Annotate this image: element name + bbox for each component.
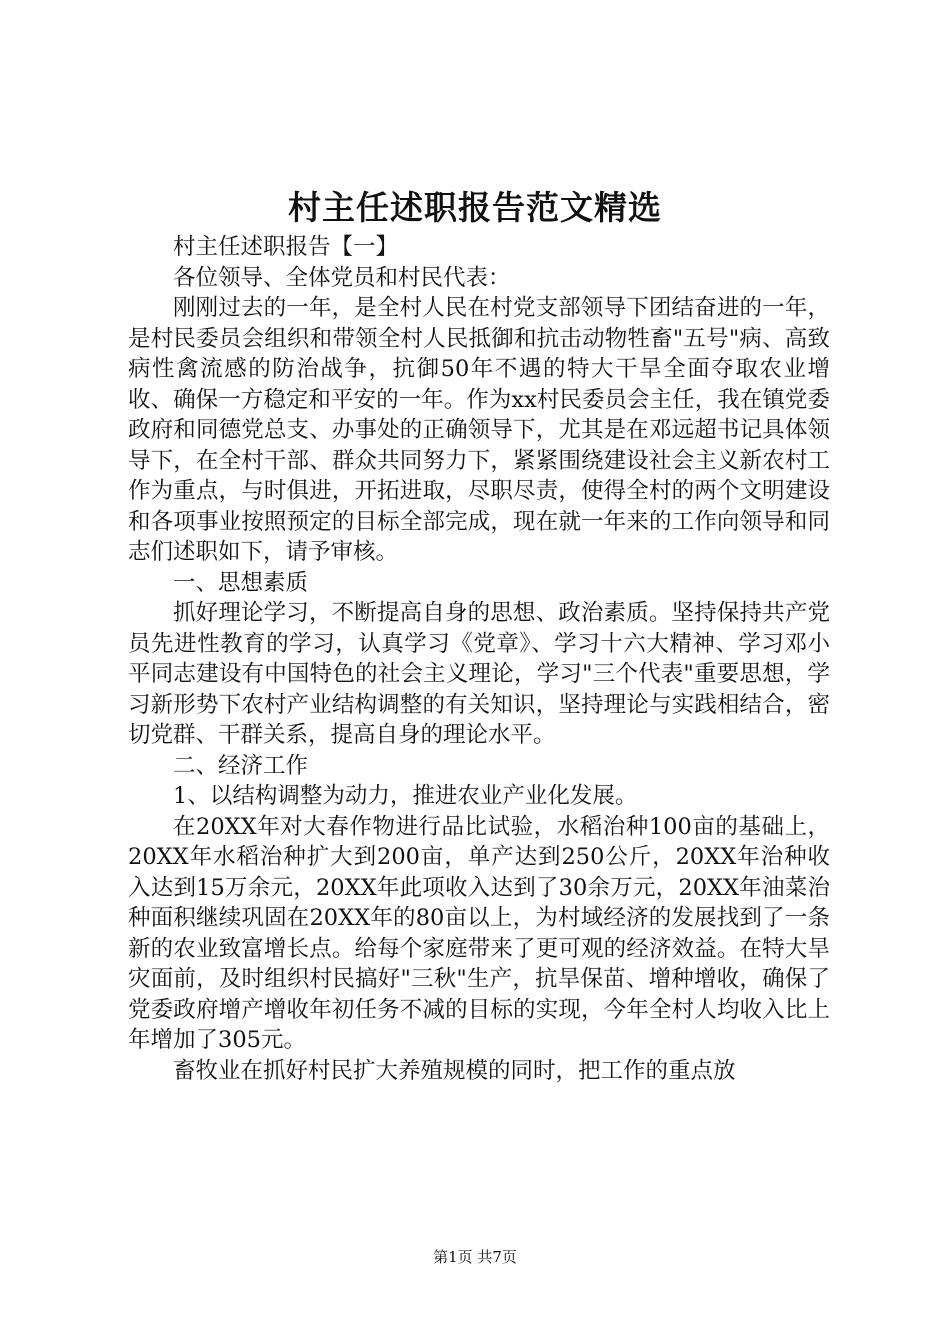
- section-heading: 一、思想素质: [173, 569, 309, 596]
- subsection-heading: 1、以结构调整为动力，推进农业产业化发展。: [173, 783, 638, 809]
- document-title: 村主任述职报告范文精选: [288, 188, 662, 227]
- salutation: 各位领导、全体党员和村民代表：: [173, 264, 511, 291]
- section-heading: 二、经济工作: [173, 752, 309, 779]
- page-number: 第1页 共7页: [433, 1248, 517, 1266]
- body-paragraph: 畜牧业在抓好村民扩大养殖规模的同时，把工作的重点放: [173, 1057, 736, 1084]
- body-paragraph: 抓好理论学习，不断提高自身的思想、政治素质。坚持保持共产党员先进性教育的学习，认真学习《党章》、学习十六大精神、学习邓小平同志建设有中国特色的社会主义理论，学习"三个代表"重要思想，学习新形势下农村产业结构调整的有关知识，坚持理论与实践相结合，密切党群、干群关系，提高自身的理论水平。: [128, 600, 830, 748]
- document-body: [128, 232, 830, 1086]
- section-heading: 村主任述职报告【一】: [173, 234, 399, 260]
- body-paragraph: 刚刚过去的一年，是全村人民在村党支部领导下团结奋进的一年，是村民委员会组织和带领全村人民抵御和抗击动物牲畜"五号"病、高致病性禽流感的防治战争，抗御50年不遇的特大干旱全面夺取农业增收、确保一方稳定和平安的一年。作为xx村民委员会主任，我在镇党委政府和同德党总支、办事处的正确领导下，尤其是在邓远超书记具体领导下，在全村干部、群众共同努力下，紧紧围绕建设社会主义新农村工作为重点，与时俱进，开拓进取，尽职尽责，使得全村的两个文明建设和各项事业按照预定的目标全部完成，现在就一年来的工作向领导和同志们述职如下，请予审核。: [128, 295, 830, 565]
- body-paragraph: 在20XX年对大春作物进行品比试验，水稻治种100亩的基础上，20XX年水稻治种扩大到200亩，单产达到250公斤，20XX年治种收入达到15万余元，20XX年此项收入达到了30余万元，20XX年油菜治种面积继续巩固在20XX年的80亩以上，为村域经济的发展找到了一条新的农业致富增长点。给每个家庭带来了更可观的经济效益。在特大旱灾面前，及时组织村民搞好"三秋"生产，抗旱保苗、增种增收，确保了党委政府增产增收年初任务不减的目标的实现，今年全村人均收入比上年增加了305元。: [128, 813, 830, 1053]
